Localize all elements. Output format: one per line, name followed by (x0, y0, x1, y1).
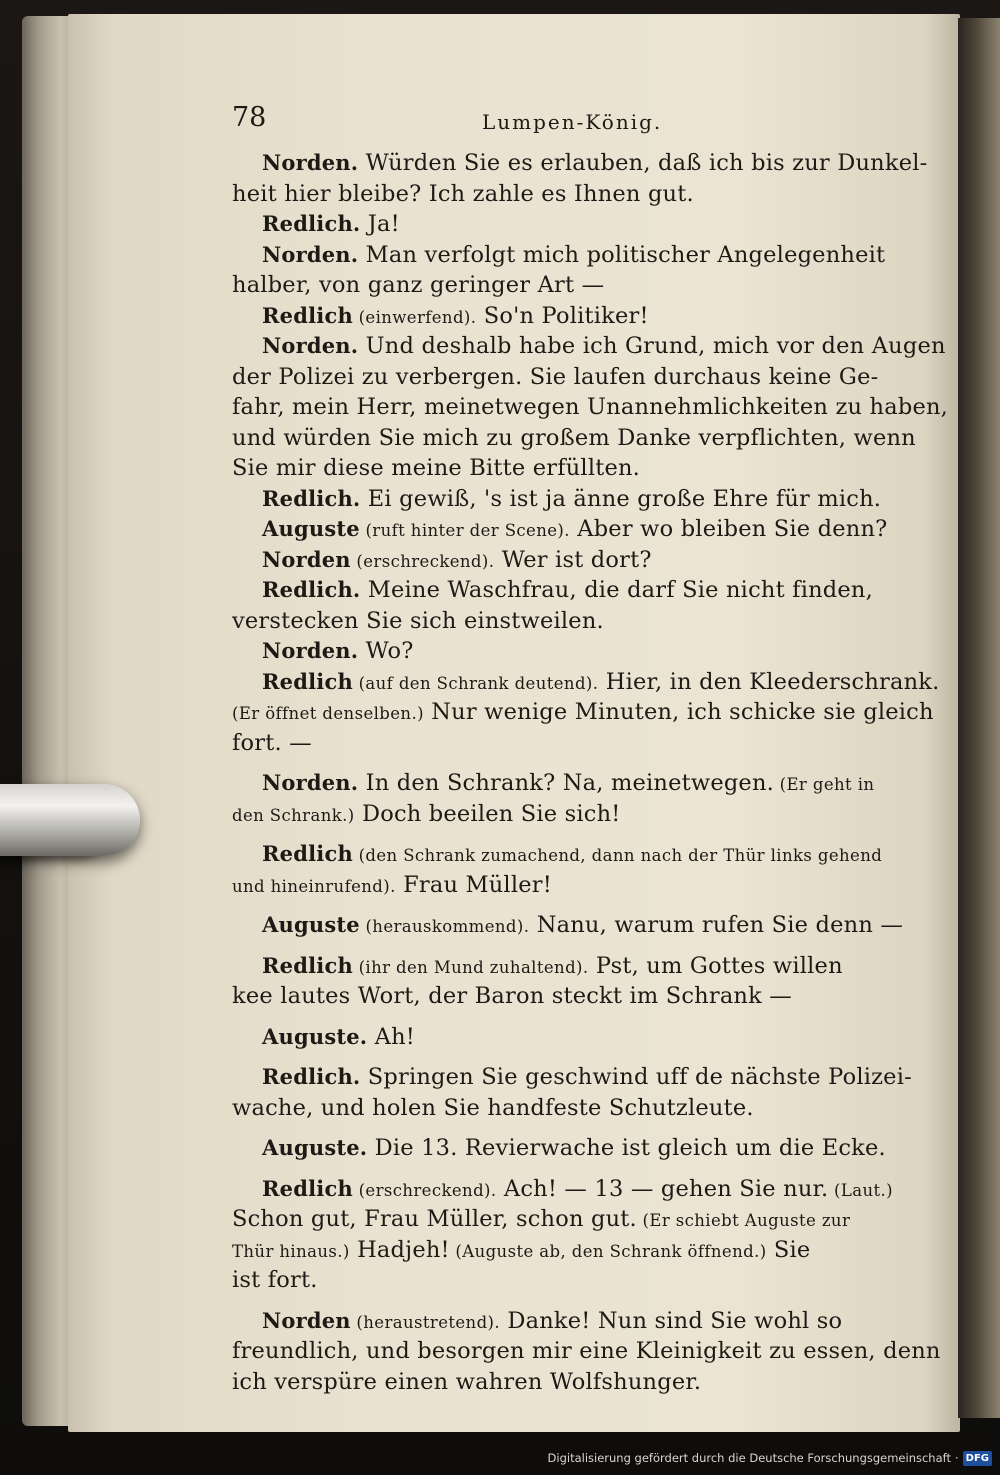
text-line (232, 392, 949, 423)
stage-direction: (einwerfend). (352, 307, 477, 327)
text-line (232, 362, 922, 393)
text-line (232, 331, 946, 362)
text-line (232, 697, 934, 728)
dialogue-text: Ja! (360, 211, 400, 237)
dialogue-text: Frau Müller! (395, 871, 552, 898)
dialogue-text: der Polizei zu verbergen. Sie laufen durchaus keine Ge- (232, 363, 879, 390)
text-line (232, 1336, 941, 1367)
speaker-name: Redlich (262, 1175, 353, 1201)
speaker-name: Norden. (262, 770, 359, 795)
dialogue-text: Hadjeh! (349, 1236, 450, 1263)
dialogue-text: Nanu, warum rufen Sie denn — (529, 912, 904, 938)
speaker-name: Redlich (262, 952, 353, 978)
text-line (232, 240, 922, 271)
text-line (232, 1022, 922, 1053)
text-line (232, 423, 922, 454)
text-line (232, 799, 922, 830)
text-line (232, 301, 922, 332)
stage-direction: (Auguste ab, den Schrank öffnend.) (449, 1241, 767, 1261)
dialogue-text: Und deshalb habe ich Grund, mich vor den Augen (358, 333, 946, 359)
footer (548, 1448, 992, 1468)
dialogue-text: halber, von ganz geringer Art — (232, 272, 605, 298)
text-line (232, 545, 922, 576)
text-line (232, 910, 922, 941)
dialogue-text: kee lautes Wort, der Baron steckt im Schrank — (232, 983, 793, 1009)
stage-direction: Thür hinaus.) (232, 1241, 350, 1261)
dialogue-text: und würden Sie mich zu großem Danke verpflichten, wenn (232, 424, 916, 451)
dialogue-text: So'n Politiker! (476, 302, 649, 329)
dialogue-text: Man verfolgt mich politischer Angelegenheit (358, 241, 886, 268)
text-line (232, 1265, 922, 1296)
dialogue-text: Würden Sie es erlauben, daß ich bis zur Dunkel- (358, 150, 928, 176)
dialogue-text: Pst, um Gottes willen (588, 952, 843, 979)
stage-direction: und hineinrufend). (232, 876, 396, 896)
dialogue-text: Doch beeilen Sie sich! (354, 800, 621, 827)
text-line (232, 1174, 922, 1205)
stage-direction: (ihr den Mund zuhaltend). (352, 957, 589, 977)
dialogue-text: wache, und holen Sie handfeste Schutzleute. (232, 1094, 754, 1121)
stage-direction: (Er öffnet denselben.) (232, 704, 424, 723)
stage-direction: (ruft hinter der Scene). (359, 521, 570, 540)
dialogue-text: ist fort. (232, 1267, 318, 1293)
text-line (232, 270, 922, 301)
stage-direction: (den Schrank zumachend, dann nach der Thür links gehend (352, 846, 883, 865)
footer-credit: Digitalisierung gefördert durch die Deutsche Forschungsgemeinschaft (547, 1451, 951, 1465)
dialogue-text: Hier, in den Kleederschrank. (598, 668, 940, 695)
dialogue-text: Sie (766, 1236, 811, 1263)
play-text (232, 148, 949, 1397)
text-line (232, 1062, 922, 1093)
dialogue-text: Ach! — 13 — gehen Sie nur. (496, 1175, 829, 1202)
text-line (232, 484, 922, 515)
stage-direction: (Er geht in (774, 775, 875, 794)
stage-direction: (erschreckend). (352, 1180, 497, 1200)
dialogue-text: ich verspüre einen wahren Wolfshunger. (232, 1368, 702, 1395)
text-line (232, 667, 940, 698)
text-line (232, 839, 922, 870)
page-holder-clip (0, 784, 140, 856)
dialogue-text: In den Schrank? Na, meinetwegen. (358, 770, 774, 796)
speaker-name: Norden. (262, 150, 359, 175)
dialogue-text: freundlich, und besorgen mir eine Kleinigkeit zu essen, denn (232, 1338, 941, 1364)
stage-direction: den Schrank.) (232, 805, 355, 825)
speaker-name: Redlich (262, 668, 353, 694)
stage-direction: (auf den Schrank deutend). (352, 673, 599, 693)
text-line (232, 1204, 922, 1235)
dialogue-text: fort. — (232, 729, 312, 756)
stage-direction: (Er schiebt Auguste zur (636, 1211, 851, 1230)
text-line (232, 514, 922, 545)
speaker-name: Auguste. (262, 1023, 368, 1049)
stage-direction: (heraustretend). (350, 1312, 501, 1332)
text-line (232, 179, 922, 210)
speaker-name: Redlich. (262, 577, 361, 602)
page-header (232, 96, 922, 142)
running-head: Lumpen-König. (482, 110, 663, 134)
text-line (232, 1133, 922, 1164)
stage-direction: (herauskommend). (359, 917, 530, 936)
text-line (232, 1235, 922, 1266)
dfg-logo: DFG (963, 1451, 992, 1466)
dialogue-text: Wer ist dort? (494, 546, 652, 573)
speaker-name: Auguste (262, 516, 360, 541)
dialogue-text: Nur wenige Minuten, ich schicke sie gleich (423, 699, 934, 725)
text-line (232, 209, 922, 240)
speaker-name: Auguste (262, 912, 360, 937)
text-line (232, 606, 922, 637)
speaker-name: Norden. (262, 241, 359, 267)
speaker-name: Redlich (262, 841, 353, 866)
speaker-name: Auguste. (262, 1135, 368, 1160)
dialogue-text: Die 13. Revierwache ist gleich um die Ecke. (367, 1135, 886, 1161)
speaker-name: Redlich. (262, 1064, 361, 1089)
dialogue-text: Wo? (358, 638, 414, 664)
right-page-edge (958, 18, 1000, 1418)
speaker-name: Norden (262, 1307, 351, 1333)
speaker-name: Norden (262, 546, 351, 572)
dialogue-text: verstecken Sie sich einstweilen. (232, 607, 604, 634)
text-line (232, 1367, 922, 1398)
page-text-area (232, 96, 949, 1397)
footer-separator: · (955, 1451, 959, 1465)
dialogue-text: Meine Waschfrau, die darf Sie nicht finden, (360, 577, 873, 603)
speaker-name: Norden. (262, 638, 359, 663)
text-line (232, 870, 922, 901)
speaker-name: Redlich. (262, 485, 361, 511)
speaker-name: Norden. (262, 333, 359, 358)
speaker-name: Redlich (262, 302, 353, 328)
text-line (232, 1093, 922, 1124)
stage-direction: (erschreckend). (350, 551, 495, 571)
dialogue-text: Ah! (367, 1023, 416, 1050)
dialogue-text: Springen Sie geschwind uff de nächste Polizei- (360, 1064, 912, 1090)
dialogue-text: Aber wo bleiben Sie denn? (569, 516, 888, 542)
dialogue-text: Ei gewiß, 's ist ja änne große Ehre für mich. (360, 485, 882, 512)
dialogue-text: Sie mir diese meine Bitte erfüllten. (232, 455, 641, 481)
text-line (232, 728, 922, 759)
dialogue-text: heit hier bleibe? Ich zahle es Ihnen gut. (232, 180, 694, 207)
speaker-name: Redlich. (262, 211, 361, 236)
text-line (232, 951, 922, 982)
text-line (232, 575, 922, 606)
text-line (232, 453, 922, 484)
text-line (232, 1306, 922, 1337)
text-line (232, 981, 922, 1012)
stage-direction: (Laut.) (828, 1180, 893, 1200)
text-line (232, 148, 928, 179)
dialogue-text: Schon gut, Frau Müller, schon gut. (232, 1206, 637, 1232)
text-line (232, 768, 922, 799)
text-line (232, 636, 922, 667)
page-number: 78 (232, 102, 267, 133)
dialogue-text: fahr, mein Herr, meinetwegen Unannehmlichkeiten zu haben, (232, 394, 949, 420)
dialogue-text: Danke! Nun sind Sie wohl so (500, 1307, 843, 1334)
